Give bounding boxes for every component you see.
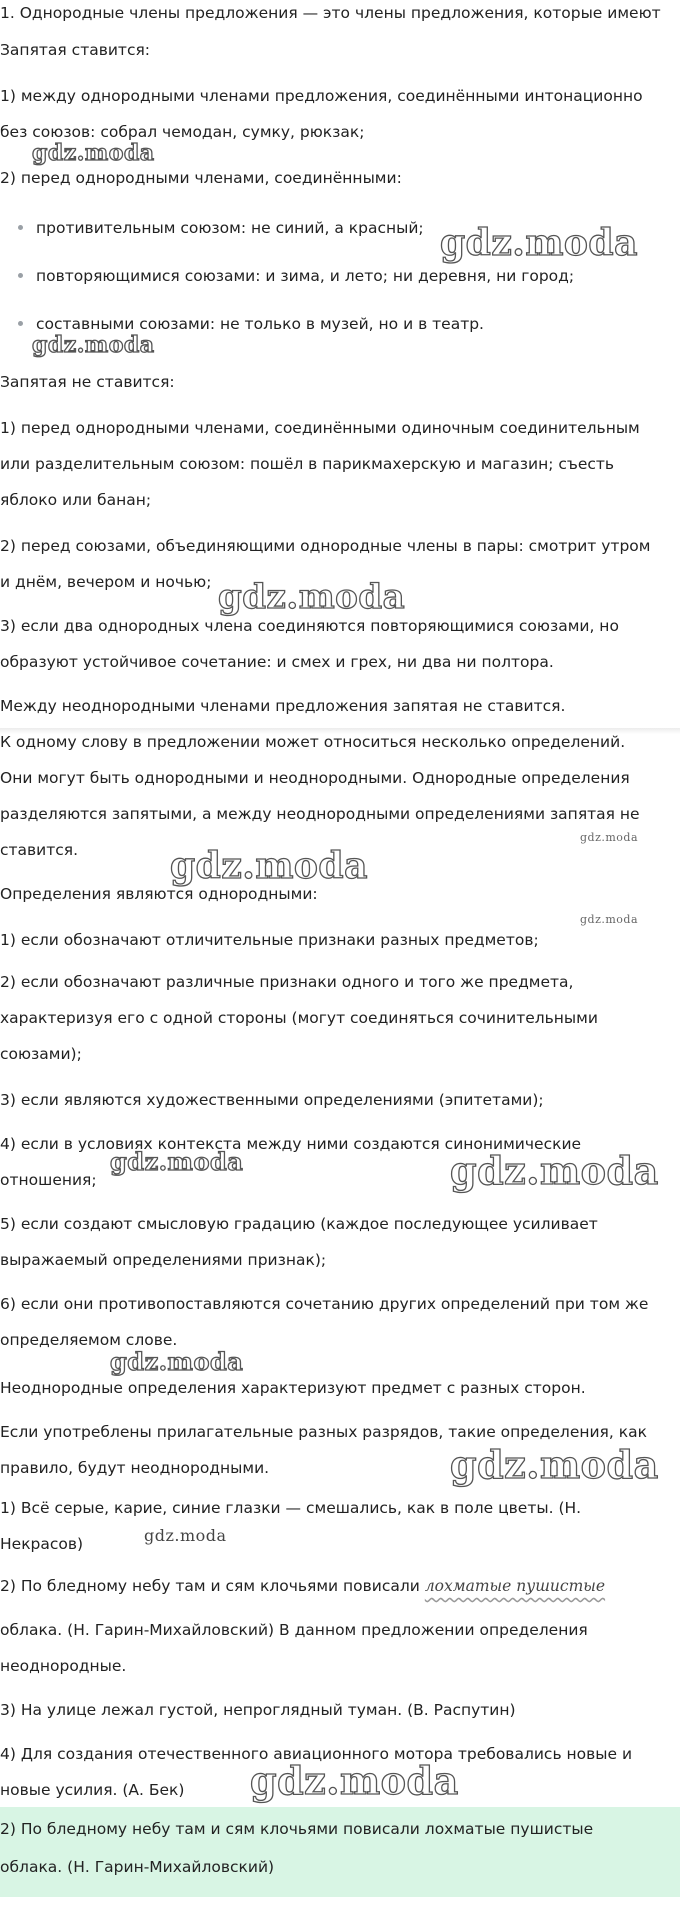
text-line: разделяются запятыми, а между неоднородными определениями запятая не [0,805,640,823]
text-line: Между неоднородными членами предложения запятая не ставится. [0,697,566,715]
watermark: gdz.moda [580,913,639,926]
text-line: 3) если два однородных члена соединяются повторяющимися союзами, но [0,617,619,635]
text-line: 3) если являются художественными определениями (эпитетами); [0,1091,544,1109]
watermark: gdz.moda [450,1442,659,1487]
text-line: характеризуя его с одной стороны (могут соединяться сочинительными [0,1009,598,1027]
example-line: 3) На улице лежал густой, непроглядный туман. (В. Распутин) [0,1701,516,1719]
watermark: gdz.moda [250,1758,459,1803]
text-line: без союзов: собрал чемодан, сумку, рюкзак; [0,123,365,141]
heading-no-comma: Запятая не ставится: [0,373,175,391]
text-line: правило, будут неоднородными. [0,1459,270,1477]
text-line: Неоднородные определения характеризуют предмет с разных сторон. [0,1379,586,1397]
text-line: 1) перед однородными членами, соединёнными одиночным соединительным [0,419,640,437]
text-line: союзами); [0,1045,82,1063]
watermark: gdz.moda [450,1148,659,1193]
watermark: gdz.moda [440,222,638,264]
text-line: определяемом слове. [0,1331,178,1349]
list-item: противительным союзом: не синий, а красный; [0,204,676,252]
text-line: или разделительным союзом: пошёл в парикмахерскую и магазин; съесть [0,455,615,473]
answer-highlight [0,1807,680,1897]
bullet-list [0,204,676,348]
text-line: 1) между однородными членами предложения, соединёнными интонационно [0,87,643,105]
watermark: gdz.moda [110,1147,244,1176]
example-text: 2) По бледному небу там и сям клочьями повисали [0,1577,420,1595]
text-line: Если употреблены прилагательные разных разрядов, такие определения, как [0,1423,647,1441]
watermark: gdz.moda [170,845,368,887]
text-line: 2) перед союзами, объединяющими однородные члены в пары: смотрит утром [0,537,651,555]
text-line: 6) если они противопоставляются сочетанию других определений при том же [0,1295,649,1313]
example-line: 4) Для создания отечественного авиационного мотора требовались новые и [0,1745,633,1763]
text-line: выражаемый определениями признак); [0,1251,327,1269]
text-line: образуют устойчивое сочетание: и смех и грех, ни два ни полтора. [0,653,554,671]
heading-homogeneous: Определения являются однородными: [0,885,318,903]
text-line: 2) если обозначают различные признаки одного и того же предмета, [0,973,574,991]
example-line: 1) Всё серые, карие, синие глазки — смешались, как в поле цветы. (Н. [0,1499,582,1517]
watermark: gdz.moda [110,1347,244,1376]
answer-line: 2) По бледному небу там и сям клочьями повисали лохматые пушистые [0,1820,594,1838]
heading-comma: Запятая ставится: [0,41,151,59]
text-line: 2) перед однородными членами, соединёнными: [0,169,402,187]
example-line: облака. (Н. Гарин-Михайловский) В данном предложении определения [0,1621,588,1639]
watermark: gdz.moda [218,577,406,617]
text-line: 4) если в условиях контекста между ними создаются синонимические [0,1135,582,1153]
example-line: новые усилия. (А. Бек) [0,1781,185,1799]
answer-line: облака. (Н. Гарин-Михайловский) [0,1858,275,1876]
text-line: ставится. [0,841,79,859]
text-line: 5) если создают смысловую градацию (каждое последующее усиливает [0,1215,598,1233]
text-line: 1. Однородные члены предложения — это члены предложения, которые имеют [0,4,661,22]
list-item: повторяющимися союзами: и зима, и лето; ни деревня, ни город; [0,252,676,300]
text-line: яблоко или банан; [0,491,152,509]
text-line: Они могут быть однородными и неоднородными. Однородные определения [0,769,630,787]
example-line: Некрасов) [0,1535,84,1553]
example-line [0,1568,676,1604]
list-item: составными союзами: не только в музей, но и в театр. [0,300,676,348]
example-line: неоднородные. [0,1657,127,1675]
text-line: К одному слову в предложении может относиться несколько определений. [0,733,626,751]
text-line: и днём, вечером и ночью; [0,573,212,591]
text-line: отношения; [0,1171,97,1189]
watermark: gdz.moda [32,332,155,358]
text-line: 1) если обозначают отличительные признаки разных предметов; [0,931,539,949]
watermark: gdz.moda [144,1526,227,1545]
watermark: gdz.moda [580,831,639,844]
watermark: gdz.moda [32,140,155,166]
handwritten-insert: лохматые пушистые [424,1577,606,1595]
